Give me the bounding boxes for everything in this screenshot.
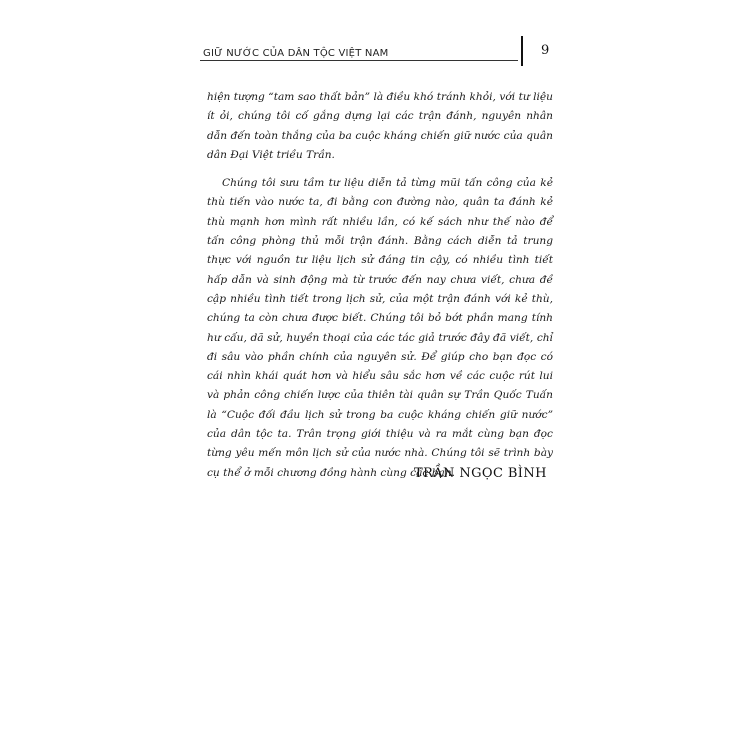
paragraph-continued: hiện tượng “tam sao thất bản” là điều khó tránh khỏi, với tư liệu ít ỏi, chúng tôi cố gắng dựng lại các trận đánh, nguyên nhân dẫn đến toàn thắng của ba cuộc kháng chiến giữ nước của quân dân Đại Việt triều Trần. xyxy=(207,91,553,161)
running-head-title: GIỮ NƯỚC CỦA DÂN TỘC VIỆT NAM xyxy=(203,48,389,59)
page-number: 9 xyxy=(541,43,550,58)
author-signature: TRẦN NGỌC BÌNH xyxy=(414,466,547,481)
header-divider-bar xyxy=(521,36,523,66)
body-text xyxy=(207,88,553,483)
header-rule xyxy=(200,60,518,61)
paragraph: Chúng tôi sưu tầm tư liệu diễn tả từng mũi tấn công của kẻ thù tiến vào nước ta, đi bằng con đường nào, quân ta đánh kẻ thù mạnh hơn mình rất nhiều lần, có kế sách như thế nào để tấn công phòng thủ mỗi trận đánh. Bằng cách diễn tả trung thực với nguồn tư liệu lịch sử đáng tin cậy, có nhiều tình tiết hấp dẫn và sinh động mà từ trước đến nay chưa viết, chưa đề cập nhiều tình tiết trong lịch sử, của một trận đánh với kẻ thù, chúng ta còn chưa được biết. Chúng tôi bỏ bớt phần mang tính hư cấu, dã sử, huyền thoại của các tác giả trước đây đã viết, chỉ đi sâu vào phần chính của nguyên sử. Để giúp cho bạn đọc có cái nhìn khái quát hơn và hiểu sâu sắc hơn về các cuộc rút lui và phản công chiến lược của thiên tài quân sự Trần Quốc Tuấn là “Cuộc đối đầu lịch sử trong ba cuộc kháng chiến giữ nước” của dân tộc ta. Trân trọng giới thiệu và ra mắt cùng bạn đọc từng yêu mến môn lịch sử của nước nhà. Chúng tôi sẽ trình bày cụ thể ở mỗi chương đồng hành cùng các bạn. xyxy=(207,177,553,479)
